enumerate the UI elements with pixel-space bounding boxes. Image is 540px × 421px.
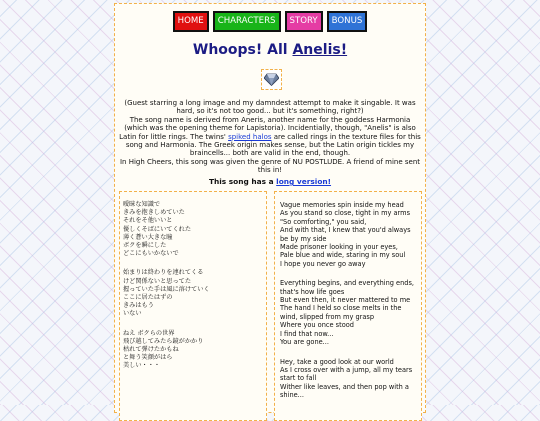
song-image[interactable] [261,69,282,90]
jp-stanza: ねえ ボクらの世界 飛び越してみたら鏡がかかり 枯れて弾けたかもね と舞う笑顔がはら 美しい・・・ [123,329,204,370]
long-version-note [115,177,425,186]
en-stanza: Everything begins, and everything ends, that's how life goes But even then, it never mattered to me The hand I held so close melts in the wind, slipped from my grasp Where you once stood I find that now... You are gone... [280,279,414,347]
title-prefix: Whoops! All [192,42,293,58]
song-description [119,99,421,175]
long-version-link[interactable]: long version! [276,177,332,186]
description-text-b: are called rings in the texture files for this song and Harmonia. The Greek origin makes sense, but the Latin origin tickles my braincells... both are valid in the end, though. [125,132,421,158]
nav-characters-link[interactable]: CHARACTERS [213,11,281,32]
gem-icon [264,73,279,86]
title-link[interactable]: Anelis! [292,42,348,58]
page-title [115,42,425,58]
description-body [119,116,421,158]
content-panel [114,3,426,413]
spiked-halos-link[interactable]: spiked halos [228,132,272,141]
top-nav [115,11,425,32]
nav-home-link[interactable]: HOME [173,11,209,32]
japanese-lyrics-box [119,191,267,421]
en-stanza: Vague memories spin inside my head As you stand so close, tight in my arms "So comforting," you said, And with that, I knew that you'd always be by my side Made prisoner looking in your eyes, Pale blue and wide, staring in my soul I hope you never go away [280,201,411,268]
long-version-prefix: This song has a [208,177,277,186]
english-lyrics-box [274,191,422,421]
jp-stanza: 曖昧な知識で きみを抱きしめていた それをそ他いいと 優しくそばにいてくれた 薄く蒼い大きな瞳 ボクを瞬にした どこにもいかないで [123,201,192,258]
nav-bonus-link[interactable]: BONUS [327,11,368,32]
jp-stanza: 始まりは終わりを連れてくる けど関係ないと思ってた 握っていた手は風に溶けていく ここに居たはずの きみはもう いない [123,269,210,318]
en-stanza: Hey, take a good look at our world As I cross over with a jump, all my tears start to fall Wither like leaves, and then pop with a shine... [280,357,413,400]
description-text-a: The song name is derived from Aneris, another name for the goddess Harmonia (which was the opening theme for Lapistoria). Incidentially, though, "Anelis" is also Latin for little rings. The twins' [119,115,416,141]
nav-story-link[interactable]: STORY [285,11,323,32]
description-intro: (Guest starring a long image and my damndest attempt to make it singable. It was hard, so it's not too good... but it's something, right?) [124,99,416,116]
description-genre: In High Cheers, this song was given the genre of NU POSTLUDE. A friend of mine sent this in! [119,157,421,175]
